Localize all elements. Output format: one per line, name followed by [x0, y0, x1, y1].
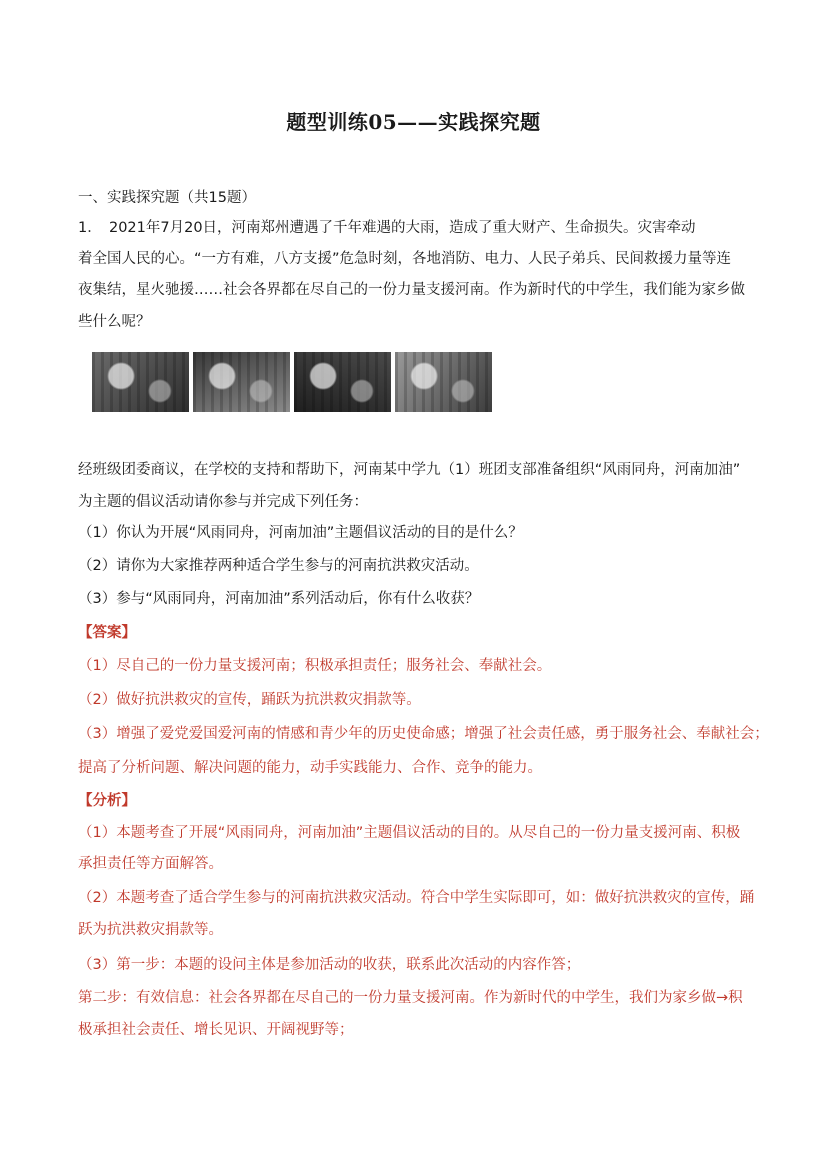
photo-3: [294, 352, 391, 412]
analysis-label: 【分析】: [78, 793, 136, 809]
task-1: （1）你认为开展“风雨同舟，河南加油”主题倡议活动的目的是什么？: [78, 525, 523, 541]
analysis-line: 承担责任等方面解答。: [78, 856, 223, 872]
answer-line: （3）增强了爱党爱国爱河南的情感和青少年的历史使命感；增强了社会责任感，勇于服务社会、奉献社会；: [78, 726, 769, 742]
analysis-line: 跃为抗洪救灾捐款等。: [78, 922, 223, 938]
question-line: 着全国人民的心。“一方有难，八方支援”危急时刻，各地消防、电力、人民子弟兵、民间救援力量等连: [78, 251, 732, 267]
answer-label: 【答案】: [78, 625, 136, 641]
answer-line: 提高了分析问题、解决问题的能力，动手实践能力、合作、竞争的能力。: [78, 760, 542, 776]
photo-2: [193, 352, 290, 412]
page-title: 题型训练05——实践探究题: [286, 110, 541, 134]
photo-4: [395, 352, 492, 412]
photo-1: [92, 352, 189, 412]
question-line: 些什么呢？: [78, 314, 151, 330]
analysis-line: 极承担社会责任、增长见识、开阔视野等；: [78, 1022, 354, 1038]
answer-line: （2）做好抗洪救灾的宣传，踊跃为抗洪救灾捐款等。: [78, 692, 421, 708]
analysis-line: 第二步：有效信息：社会各界都在尽自己的一份力量支援河南。作为新时代的中学生，我们为家乡做→积: [78, 990, 743, 1006]
question-line: 夜集结，星火驰援……社会各界都在尽自己的一份力量支援河南。作为新时代的中学生，我们能为家乡做: [78, 282, 745, 298]
flood-relief-photos: [92, 352, 492, 412]
analysis-line: （2）本题考查了适合学生参与的河南抗洪救灾活动。符合中学生实际即可，如：做好抗洪救灾的宣传，踊: [78, 890, 755, 906]
context-line: 为主题的倡议活动请你参与并完成下列任务：: [78, 494, 368, 510]
analysis-line: （1）本题考查了开展“风雨同舟，河南加油”主题倡议活动的目的。从尽自己的一份力量支援河南、积极: [78, 825, 741, 841]
question-line: 1． 2021年7月20日，河南郑州遭遇了千年难遇的大雨，造成了重大财产、生命损失。灾害牵动: [78, 220, 696, 236]
section-heading: 一、实践探究题（共15题）: [78, 190, 256, 206]
answer-line: （1）尽自己的一份力量支援河南；积极承担责任；服务社会、奉献社会。: [78, 658, 552, 674]
context-line: 经班级团委商议，在学校的支持和帮助下，河南某中学九（1）班团支部准备组织“风雨同舟，河南加油”: [78, 462, 741, 478]
analysis-line: （3）第一步：本题的设问主体是参加活动的收获，联系此次活动的内容作答；: [78, 957, 581, 973]
task-2: （2）请你为大家推荐两种适合学生参与的河南抗洪救灾活动。: [78, 558, 479, 574]
task-3: （3）参与“风雨同舟，河南加油”系列活动后，你有什么收获？: [78, 591, 480, 607]
